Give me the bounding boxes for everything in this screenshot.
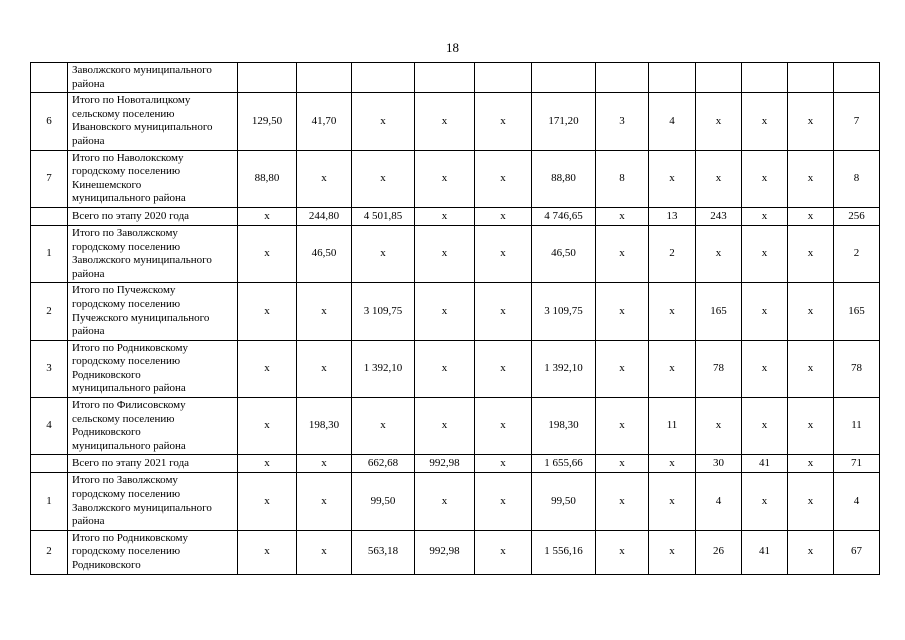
table-cell: х (352, 225, 415, 282)
table-body (31, 63, 880, 575)
table-cell (415, 63, 475, 93)
row-name-line: городскому поселению (72, 488, 181, 501)
table-cell: х (352, 93, 415, 150)
table-cell: 992,98 (415, 530, 475, 574)
row-name-line: района (72, 134, 105, 147)
row-name-line: муниципального района (72, 439, 186, 452)
table-cell: х (788, 93, 834, 150)
row-name-line: района (72, 515, 105, 528)
row-name-line: Итого по Заволжскому (72, 474, 178, 487)
table-cell: х (742, 207, 788, 225)
table-cell (649, 63, 696, 93)
table-cell: х (238, 340, 297, 397)
table-cell: 4 (649, 93, 696, 150)
table-cell: х (238, 398, 297, 455)
table-cell: х (297, 530, 352, 574)
table-row (31, 398, 880, 455)
table-row-total (31, 207, 880, 225)
row-number: 3 (31, 340, 68, 397)
table-cell: х (297, 455, 352, 473)
table-cell: х (238, 207, 297, 225)
table-row (31, 150, 880, 207)
row-name (68, 455, 238, 473)
table-cell: х (475, 473, 532, 530)
row-number (31, 63, 68, 93)
table-cell: 99,50 (532, 473, 596, 530)
table-cell (532, 63, 596, 93)
table-cell: 3 109,75 (352, 283, 415, 340)
table-cell: х (352, 398, 415, 455)
table-cell: 662,68 (352, 455, 415, 473)
table-cell: х (475, 93, 532, 150)
table-cell: 88,80 (238, 150, 297, 207)
table-cell: 198,30 (532, 398, 596, 455)
table-cell: 1 556,16 (532, 530, 596, 574)
table-cell: 67 (834, 530, 880, 574)
table-cell: х (788, 340, 834, 397)
table-cell: х (742, 340, 788, 397)
table-cell: 4 501,85 (352, 207, 415, 225)
table-cell: х (596, 473, 649, 530)
row-number (31, 455, 68, 473)
table-cell: 256 (834, 207, 880, 225)
table-cell: х (475, 207, 532, 225)
table-cell: 4 (696, 473, 742, 530)
table-cell: х (415, 398, 475, 455)
row-name-line: Итого по Родниковскому (72, 531, 188, 544)
row-number: 7 (31, 150, 68, 207)
table-cell: 46,50 (532, 225, 596, 282)
row-name-line: Всего по этапу 2020 года (72, 209, 190, 222)
row-name-line: Родниковского (72, 559, 141, 571)
table-cell: 2 (649, 225, 696, 282)
table-cell: х (415, 150, 475, 207)
row-name-line: Итого по Пучежскому (72, 284, 176, 297)
table-cell: х (475, 530, 532, 574)
table-row-total (31, 455, 880, 473)
table-cell: 99,50 (352, 473, 415, 530)
table-cell: 26 (696, 530, 742, 574)
table-cell: 1 392,10 (352, 340, 415, 397)
row-name-line: Итого по Новоталицкому (72, 94, 191, 107)
table-cell: 1 392,10 (532, 340, 596, 397)
row-name-line: сельскому поселению (72, 412, 175, 425)
table-cell: х (696, 398, 742, 455)
row-name-line: Итого по Наволокскому (72, 151, 184, 164)
table-cell: 78 (696, 340, 742, 397)
table-cell (297, 63, 352, 93)
table-cell: 7 (834, 93, 880, 150)
table-cell: 563,18 (352, 530, 415, 574)
row-name-line: района (72, 267, 105, 280)
table-cell (788, 63, 834, 93)
row-name-line: городскому поселению (72, 545, 181, 558)
row-name-line: Итого по Филисовскому (72, 399, 186, 412)
table-cell: х (742, 225, 788, 282)
row-number: 4 (31, 398, 68, 455)
row-name-line: городскому поселению (72, 240, 181, 253)
table-cell: 30 (696, 455, 742, 473)
row-name-line: Итого по Родниковскому (72, 341, 188, 354)
table-cell: х (649, 473, 696, 530)
table-cell: 41,70 (297, 93, 352, 150)
table-cell: х (596, 225, 649, 282)
table-cell: х (649, 283, 696, 340)
table-cell (742, 63, 788, 93)
table-row (31, 225, 880, 282)
table-cell: х (696, 93, 742, 150)
row-name-line: городскому поселению (72, 297, 181, 310)
table-cell: х (596, 340, 649, 397)
row-name (68, 398, 238, 455)
table-cell: 11 (834, 398, 880, 455)
row-name (68, 283, 238, 340)
table-cell: х (788, 455, 834, 473)
table-cell: х (238, 530, 297, 574)
table-cell: 165 (696, 283, 742, 340)
row-name (68, 93, 238, 150)
table-cell: х (475, 283, 532, 340)
table-cell: х (649, 340, 696, 397)
table-cell: х (475, 225, 532, 282)
table-cell: 165 (834, 283, 880, 340)
table-cell: 71 (834, 455, 880, 473)
table-cell: х (475, 150, 532, 207)
table-cell: х (475, 340, 532, 397)
table-cell: х (596, 530, 649, 574)
table-cell: 4 746,65 (532, 207, 596, 225)
row-number: 1 (31, 225, 68, 282)
table-cell: х (475, 455, 532, 473)
table-cell (475, 63, 532, 93)
row-name-line: Итого по Заволжскому (72, 226, 178, 239)
row-name-line: сельскому поселению (72, 107, 175, 120)
table-cell: 11 (649, 398, 696, 455)
table-cell: х (415, 340, 475, 397)
table-cell: 4 (834, 473, 880, 530)
row-name (68, 63, 238, 93)
table-cell: 46,50 (297, 225, 352, 282)
table-cell: х (788, 283, 834, 340)
table-cell: х (788, 150, 834, 207)
row-name-line: района (72, 325, 105, 338)
row-name (68, 473, 238, 530)
table-cell: 992,98 (415, 455, 475, 473)
table-cell: х (415, 93, 475, 150)
table-cell: 8 (596, 150, 649, 207)
table-cell: х (696, 225, 742, 282)
row-name-line: городскому поселению (72, 355, 181, 368)
row-name-line: Кинешемского (72, 178, 142, 191)
table-cell: 88,80 (532, 150, 596, 207)
table-cell: 78 (834, 340, 880, 397)
table-row (31, 63, 880, 93)
table-cell: 2 (834, 225, 880, 282)
table-cell: х (238, 225, 297, 282)
row-name (68, 150, 238, 207)
table-cell: 244,80 (297, 207, 352, 225)
row-number: 6 (31, 93, 68, 150)
table-cell: 129,50 (238, 93, 297, 150)
row-name-line: городскому поселению (72, 165, 181, 178)
table-cell: х (475, 398, 532, 455)
table-cell: х (649, 150, 696, 207)
row-name-line: Родниковского (72, 426, 141, 439)
table-cell: х (742, 398, 788, 455)
row-name-line: Заволжского муниципального (72, 64, 212, 76)
table-cell: х (238, 283, 297, 340)
table-cell: х (415, 283, 475, 340)
table-cell: х (596, 398, 649, 455)
table-cell: х (297, 283, 352, 340)
table-cell: х (649, 455, 696, 473)
table-cell: х (415, 473, 475, 530)
table-cell: х (297, 150, 352, 207)
table-row (31, 340, 880, 397)
row-name-line: Родниковского (72, 368, 141, 381)
row-name-line: района (72, 77, 105, 90)
table-cell: х (788, 530, 834, 574)
table-cell: х (649, 530, 696, 574)
table-cell: х (352, 150, 415, 207)
row-number (31, 207, 68, 225)
row-name-line: Пучежского муниципального (72, 311, 210, 324)
table-row (31, 283, 880, 340)
table-cell: х (742, 473, 788, 530)
table-cell: х (742, 150, 788, 207)
page-number: 18 (446, 40, 459, 55)
table-cell: 1 655,66 (532, 455, 596, 473)
row-name (68, 207, 238, 225)
table-row (31, 473, 880, 530)
table-cell (596, 63, 649, 93)
table-cell: х (788, 398, 834, 455)
table-cell: х (238, 455, 297, 473)
table-cell: х (297, 473, 352, 530)
data-table (30, 62, 880, 575)
row-name-line: Заволжского муниципального (72, 501, 212, 514)
table-cell (834, 63, 880, 93)
table-cell: 8 (834, 150, 880, 207)
table-cell (696, 63, 742, 93)
row-number: 2 (31, 530, 68, 574)
table-cell: х (788, 207, 834, 225)
table-cell: х (788, 225, 834, 282)
table-cell: 3 109,75 (532, 283, 596, 340)
table-cell: х (596, 283, 649, 340)
table-cell: 3 (596, 93, 649, 150)
table-row (31, 93, 880, 150)
table-cell: 41 (742, 530, 788, 574)
row-number: 1 (31, 473, 68, 530)
table-cell: х (415, 207, 475, 225)
table-cell: х (742, 93, 788, 150)
row-name-line: Ивановского муниципального (72, 121, 213, 134)
row-number: 2 (31, 283, 68, 340)
table-cell: 13 (649, 207, 696, 225)
table-cell: 198,30 (297, 398, 352, 455)
row-name (68, 530, 238, 574)
table-cell: 243 (696, 207, 742, 225)
table-cell: х (788, 473, 834, 530)
table-cell: 171,20 (532, 93, 596, 150)
table-cell (352, 63, 415, 93)
row-name-line: муниципального района (72, 382, 186, 395)
table-row (31, 530, 880, 574)
row-name (68, 340, 238, 397)
table-cell: х (238, 473, 297, 530)
table-cell: х (596, 207, 649, 225)
table-cell: х (596, 455, 649, 473)
table-cell: х (696, 150, 742, 207)
table-cell: х (742, 283, 788, 340)
table-cell (238, 63, 297, 93)
row-name-line: муниципального района (72, 192, 186, 205)
row-name-line: Всего по этапу 2021 года (72, 457, 190, 470)
table-cell: х (297, 340, 352, 397)
table-cell: х (415, 225, 475, 282)
row-name (68, 225, 238, 282)
table-cell: 41 (742, 455, 788, 473)
row-name-line: Заволжского муниципального (72, 254, 212, 267)
